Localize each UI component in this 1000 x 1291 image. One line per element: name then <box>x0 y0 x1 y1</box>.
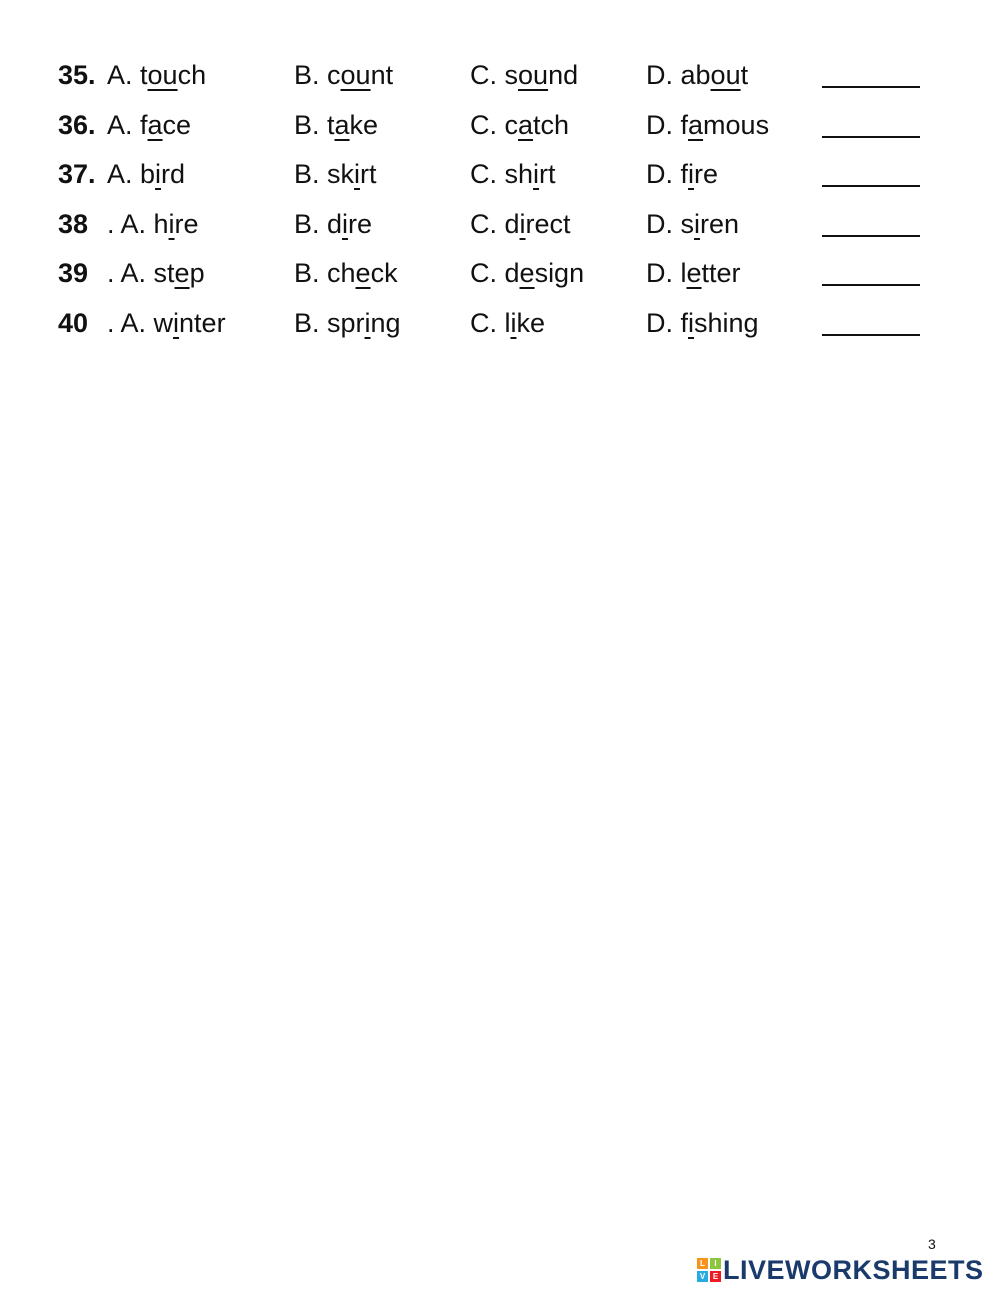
option-b <box>294 151 377 197</box>
option-text: D. f <box>646 159 689 189</box>
option-text: ck <box>370 258 398 288</box>
question-list <box>58 52 958 349</box>
option-text: A. f <box>107 109 148 140</box>
question-number: 36. <box>58 109 96 140</box>
underlined-sound: i <box>694 208 701 239</box>
option-text: B. spr <box>294 307 365 338</box>
option-text: A. b <box>107 159 156 189</box>
underlined-sound: a <box>334 109 350 140</box>
underlined-sound: i <box>173 307 180 338</box>
underlined-sound: i <box>168 208 175 239</box>
option-text: D. f <box>646 307 689 338</box>
option-text: . A. h <box>107 208 169 239</box>
underlined-sound: a <box>518 109 534 140</box>
question-row <box>58 102 958 152</box>
option-text: D. s <box>646 208 695 239</box>
option-text: nter <box>179 307 226 338</box>
option-text: nd <box>548 60 579 90</box>
option-text: shing <box>694 307 759 338</box>
underlined-sound: e <box>519 258 535 288</box>
option-d <box>646 102 769 148</box>
option-text: C. d <box>470 208 520 239</box>
option-d <box>646 52 748 98</box>
option-text: C. c <box>470 109 519 140</box>
underlined-sound: i <box>519 208 526 239</box>
option-text: D. l <box>646 258 687 288</box>
option-c <box>470 102 569 148</box>
question-number: 39 <box>58 258 89 288</box>
logo-tile: V <box>697 1271 708 1282</box>
option-text: p <box>189 258 205 288</box>
liveworksheets-logo[interactable] <box>697 1256 984 1284</box>
option-text: re <box>694 159 719 189</box>
underlined-sound: a <box>147 109 163 140</box>
option-text: C. l <box>470 307 511 338</box>
logo-tile: I <box>710 1258 721 1269</box>
option-b <box>294 201 372 247</box>
answer-blank[interactable] <box>822 86 920 88</box>
option-text: ke <box>349 109 379 140</box>
option-text: ch <box>177 60 207 90</box>
logo-tile: L <box>697 1258 708 1269</box>
option-text: sign <box>534 258 585 288</box>
underlined-sound: e <box>355 258 371 288</box>
option-a <box>107 151 185 197</box>
underlined-sound: i <box>688 159 695 189</box>
underlined-sound: e <box>686 258 702 288</box>
option-text: tch <box>533 109 570 140</box>
page-number: 3 <box>928 1236 936 1252</box>
option-c <box>470 151 556 197</box>
question-row <box>58 250 958 300</box>
option-text: rect <box>525 208 571 239</box>
option-a <box>107 250 205 296</box>
underlined-sound: i <box>688 307 695 338</box>
question-row <box>58 151 958 201</box>
answer-blank[interactable] <box>822 334 920 336</box>
option-text: C. s <box>470 60 519 90</box>
option-text: ke <box>516 307 546 338</box>
option-text: mous <box>703 109 770 140</box>
option-text: B. c <box>294 60 341 90</box>
brand-text: LIVEWORKSHEETS <box>723 1255 984 1285</box>
option-a <box>107 300 226 346</box>
underlined-sound: ou <box>518 60 549 90</box>
underlined-sound: e <box>174 258 190 288</box>
underlined-sound: ou <box>710 60 741 90</box>
option-text: re <box>174 208 199 239</box>
underlined-sound: ou <box>340 60 371 90</box>
option-c <box>470 300 545 346</box>
option-text: B. d <box>294 208 343 239</box>
underlined-sound: i <box>364 307 371 338</box>
option-text: B. t <box>294 109 335 140</box>
option-text: C. d <box>470 258 520 288</box>
question-number: 40 <box>58 307 89 338</box>
option-a <box>107 201 199 247</box>
question-row <box>58 52 958 102</box>
option-b <box>294 300 401 346</box>
underlined-sound: i <box>342 208 349 239</box>
underlined-sound: a <box>688 109 704 140</box>
option-d <box>646 250 741 296</box>
option-text: ren <box>700 208 740 239</box>
option-text: rd <box>161 159 186 189</box>
option-a <box>107 102 191 148</box>
underlined-sound: i <box>533 159 540 189</box>
option-c <box>470 52 578 98</box>
answer-blank[interactable] <box>822 185 920 187</box>
option-text: D. f <box>646 109 689 140</box>
underlined-sound: i <box>354 159 361 189</box>
option-text: D. ab <box>646 60 711 90</box>
logo-tiles-icon <box>697 1258 721 1282</box>
answer-blank[interactable] <box>822 136 920 138</box>
option-text: . A. w <box>107 307 174 338</box>
answer-blank[interactable] <box>822 284 920 286</box>
answer-blank[interactable] <box>822 235 920 237</box>
option-b <box>294 102 378 148</box>
option-text: rt <box>539 159 556 189</box>
underlined-sound: i <box>155 159 162 189</box>
question-row <box>58 201 958 251</box>
option-text: ce <box>162 109 192 140</box>
underlined-sound: i <box>510 307 517 338</box>
option-b <box>294 250 398 296</box>
option-d <box>646 151 718 197</box>
option-text: nt <box>370 60 394 90</box>
option-text: ng <box>370 307 401 338</box>
option-d <box>646 300 759 346</box>
underlined-sound: ou <box>147 60 178 90</box>
question-number: 35. <box>58 60 96 90</box>
option-c <box>470 250 584 296</box>
question-number: 37. <box>58 159 96 189</box>
option-text: B. ch <box>294 258 356 288</box>
option-c <box>470 201 571 247</box>
question-number: 38 <box>58 208 89 239</box>
option-text: re <box>348 208 373 239</box>
option-b <box>294 52 393 98</box>
option-text: t <box>740 60 749 90</box>
option-text: rt <box>360 159 377 189</box>
option-text: A. t <box>107 60 148 90</box>
option-text: tter <box>701 258 741 288</box>
option-text: C. sh <box>470 159 534 189</box>
option-a <box>107 52 206 98</box>
option-text: . A. st <box>107 258 175 288</box>
question-row <box>58 300 958 350</box>
option-text: B. sk <box>294 159 355 189</box>
option-d <box>646 201 739 247</box>
logo-tile: E <box>710 1271 721 1282</box>
